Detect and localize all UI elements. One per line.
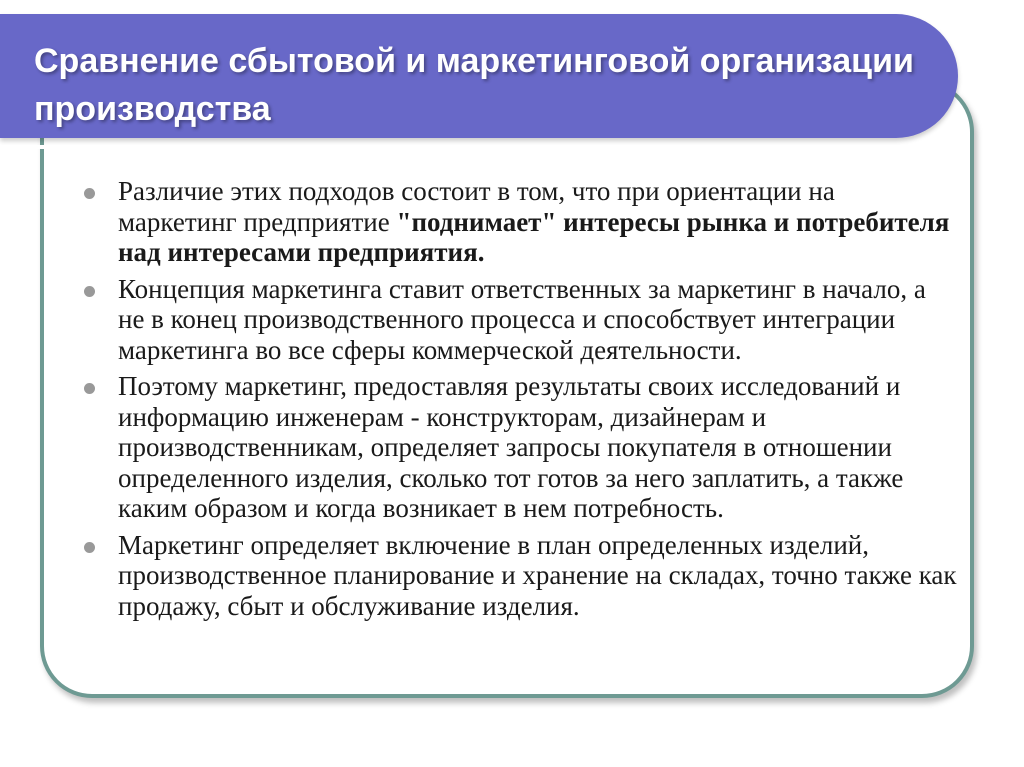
bullet-dot-icon xyxy=(84,286,95,297)
bullet-item-2 xyxy=(78,274,958,366)
title-underline xyxy=(0,145,908,149)
bullet-text: Различие этих подходов состоит в том, что при ориентации на маркетинг предприятие xyxy=(118,176,835,237)
bullet-item-3 xyxy=(78,371,958,524)
slide-title: Сравнение сбытовой и маркетинговой организации производства xyxy=(34,42,914,128)
bullet-item-1 xyxy=(78,176,958,268)
bullet-dot-icon xyxy=(84,542,95,553)
bullet-list xyxy=(78,176,958,627)
bullet-text-bold: "поднимает" интересы рынка и потребителя над интересами предприятия. xyxy=(118,206,950,267)
bullet-dot-icon xyxy=(84,188,95,199)
bullet-dot-icon xyxy=(84,383,95,394)
bullet-text: Поэтому маркетинг, предоставляя результаты своих исследований и информацию инженерам - конструкторам, дизайнерам и производственникам, определяет запросы покупателя в отношении определенного изделия, сколько тот готов за него заплатить, а также каким образом и когда возникает в нем потребность. xyxy=(118,371,904,523)
bullet-text: Концепция маркетинга ставит ответственных за маркетинг в начало, а не в конец производственного процесса и способствует интеграции маркетинга во все сферы коммерческой деятельности. xyxy=(118,273,926,365)
title-bar xyxy=(0,14,958,138)
bullet-text: Маркетинг определяет включение в план определенных изделий, производственное планирование и хранение на складах, точно также как продажу, сбыт и обслуживание изделия. xyxy=(118,529,957,621)
bullet-item-4 xyxy=(78,530,958,622)
